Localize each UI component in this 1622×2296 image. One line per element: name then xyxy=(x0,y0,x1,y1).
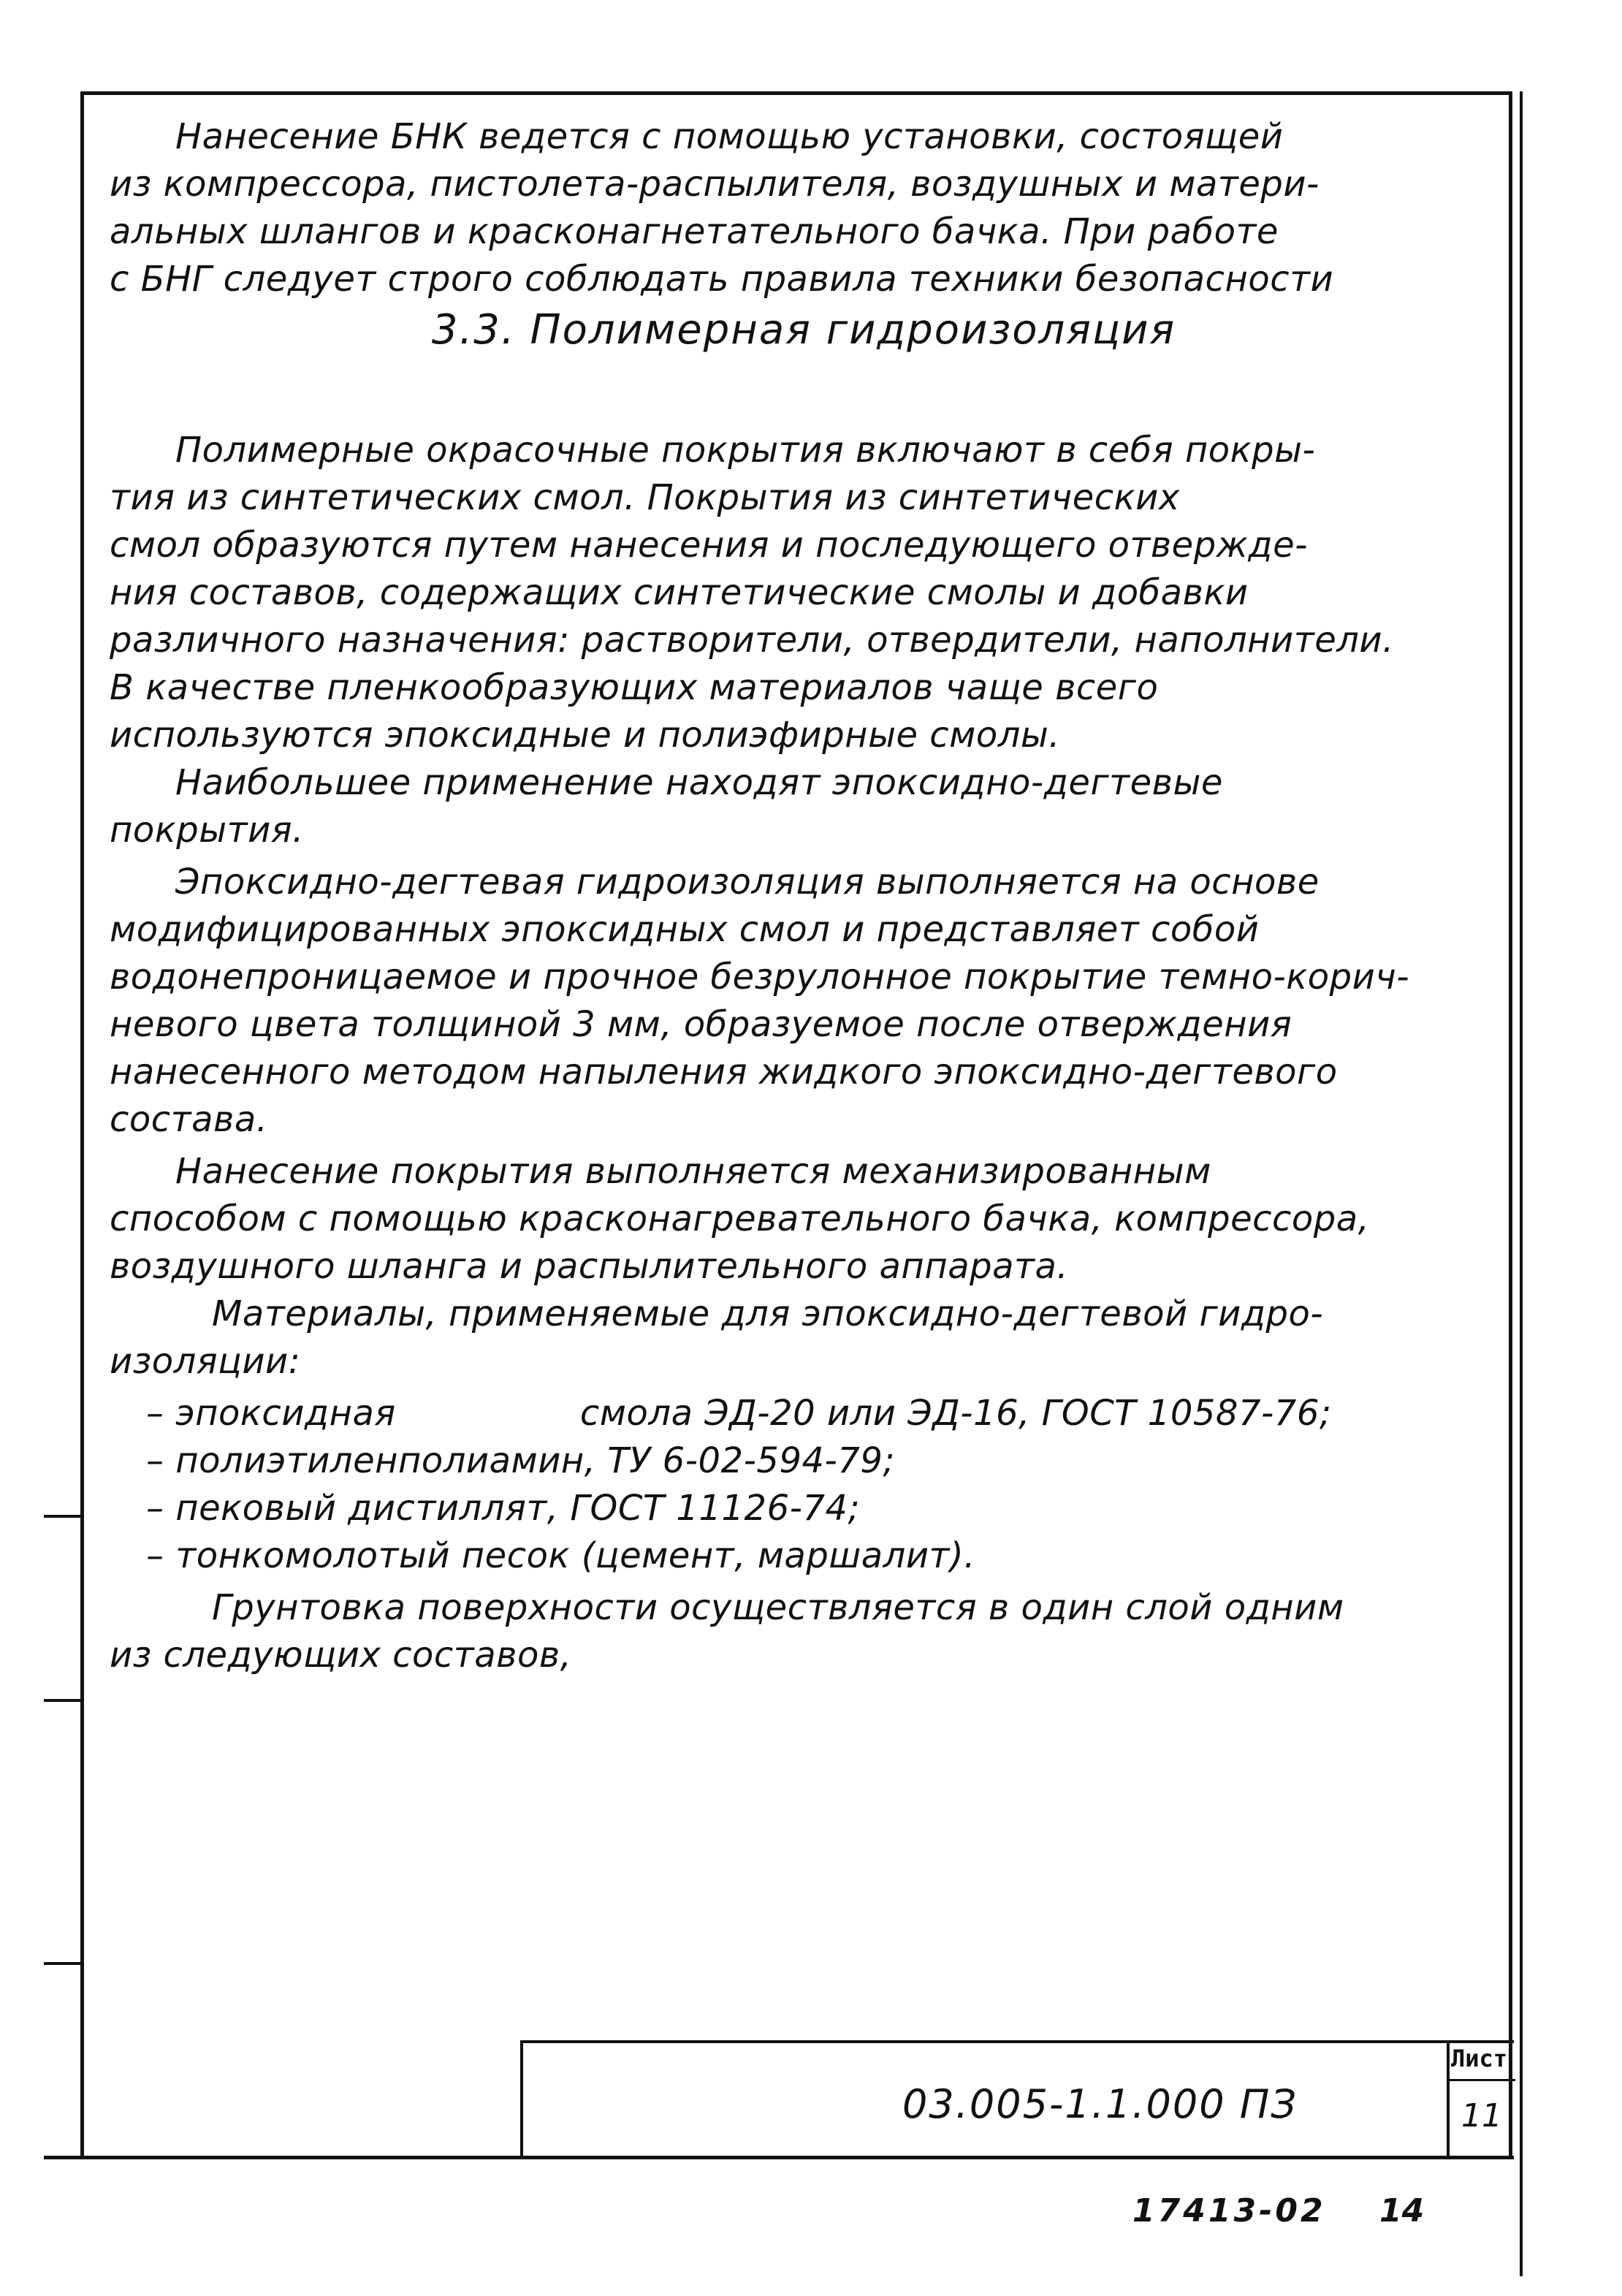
margin-tick-3 xyxy=(44,1962,80,1965)
text-line: Нанесение БНК ведется с помощью установки, состоящей xyxy=(175,116,1284,157)
list-item: – тонкомолотый песок (цемент, маршалит). xyxy=(146,1535,975,1576)
sheet-number: 11 xyxy=(1461,2097,1502,2135)
document-code: 03.005-1.1.000 ПЗ xyxy=(902,2081,1298,2127)
page-number: 14 xyxy=(1379,2192,1425,2230)
text-line: покрытия. xyxy=(110,810,304,851)
text-line: изоляции: xyxy=(110,1341,301,1382)
text-line: невого цвета толщиной 3 мм, образуемое после отверждения xyxy=(110,1004,1292,1045)
paragraph-polymer xyxy=(110,427,1498,759)
intro-paragraph xyxy=(110,113,1498,303)
text-line: альных шлангов и красконагнетательного бачка. При работе xyxy=(110,211,1279,252)
paragraph-application xyxy=(110,1148,1498,1290)
text-line: из компрессора, пистолета-распылителя, воздушных и матери- xyxy=(110,164,1320,205)
list-item: – полиэтиленполиамин, ТУ 6-02-594-79; xyxy=(146,1440,896,1481)
text-line: состава. xyxy=(110,1099,268,1140)
frame-outer-right-line xyxy=(1520,91,1523,2276)
sheet-divider xyxy=(1448,2079,1515,2081)
text-line: Эпоксидно-дегтевая гидроизоляция выполняется на основе xyxy=(175,862,1320,902)
paragraph-materials-intro xyxy=(110,1290,1498,1385)
margin-tick-1 xyxy=(44,1515,80,1518)
text-line: Полимерные окрасочные покрытия включают в себя покры- xyxy=(175,430,1316,471)
section-heading: 3.3. Полимерная гидроизоляция xyxy=(431,306,1176,354)
document-body xyxy=(110,113,1498,1679)
archive-number: 17413-02 xyxy=(1132,2192,1326,2230)
materials-list xyxy=(110,1390,1498,1580)
text-line: Материалы, применяемые для эпоксидно-дегтевой гидро- xyxy=(212,1293,1324,1334)
text-line: ния составов, содержащих синтетические смолы и добавки xyxy=(110,572,1249,613)
text-line: способом с помощью красконагревательного бачка, компрессора, xyxy=(110,1198,1370,1239)
text-line: Грунтовка поверхности осуществляется в один слой одним xyxy=(212,1587,1344,1628)
text-line: смол образуются путем нанесения и последующего отвержде- xyxy=(110,525,1308,566)
text-line: модифицированных эпоксидных смол и представляет собой xyxy=(110,909,1260,950)
list-item: – пековый дистиллят, ГОСТ 11126-74; xyxy=(146,1488,861,1529)
text-line: нанесенного методом напыления жидкого эпоксидно-дегтевого xyxy=(110,1052,1338,1092)
paragraph-most-used xyxy=(110,759,1498,854)
text-line: различного назначения: растворители, отвердители, наполнители. xyxy=(110,620,1394,661)
sheet-label: Лист xyxy=(1451,2045,1508,2072)
frame-bottom-line xyxy=(44,2156,1514,2159)
text-line: водонепроницаемое и прочное безрулонное покрытие темно-корич- xyxy=(110,957,1410,997)
text-line: Наибольшее применение находят эпоксидно-дегтевые xyxy=(175,762,1223,803)
text-line: с БНГ следует строго соблюдать правила техники безопасности xyxy=(110,259,1334,300)
list-item: – эпоксидная смола ЭД-20 или ЭД-16, ГОСТ 10587-76; xyxy=(146,1393,1332,1434)
text-line: воздушного шланга и распылительного аппарата. xyxy=(110,1246,1069,1287)
paragraph-epoxy-tar xyxy=(110,859,1498,1144)
text-line: из следующих составов, xyxy=(110,1635,572,1676)
text-line: тия из синтетических смол. Покрытия из синтетических xyxy=(110,477,1180,518)
paragraph-priming xyxy=(110,1584,1498,1679)
margin-tick-2 xyxy=(44,1699,80,1702)
text-line: В качестве пленкообразующих материалов чаще всего xyxy=(110,667,1159,708)
text-line: Нанесение покрытия выполняется механизированным xyxy=(175,1151,1211,1192)
text-line: используются эпоксидные и полиэфирные смолы. xyxy=(110,715,1061,756)
